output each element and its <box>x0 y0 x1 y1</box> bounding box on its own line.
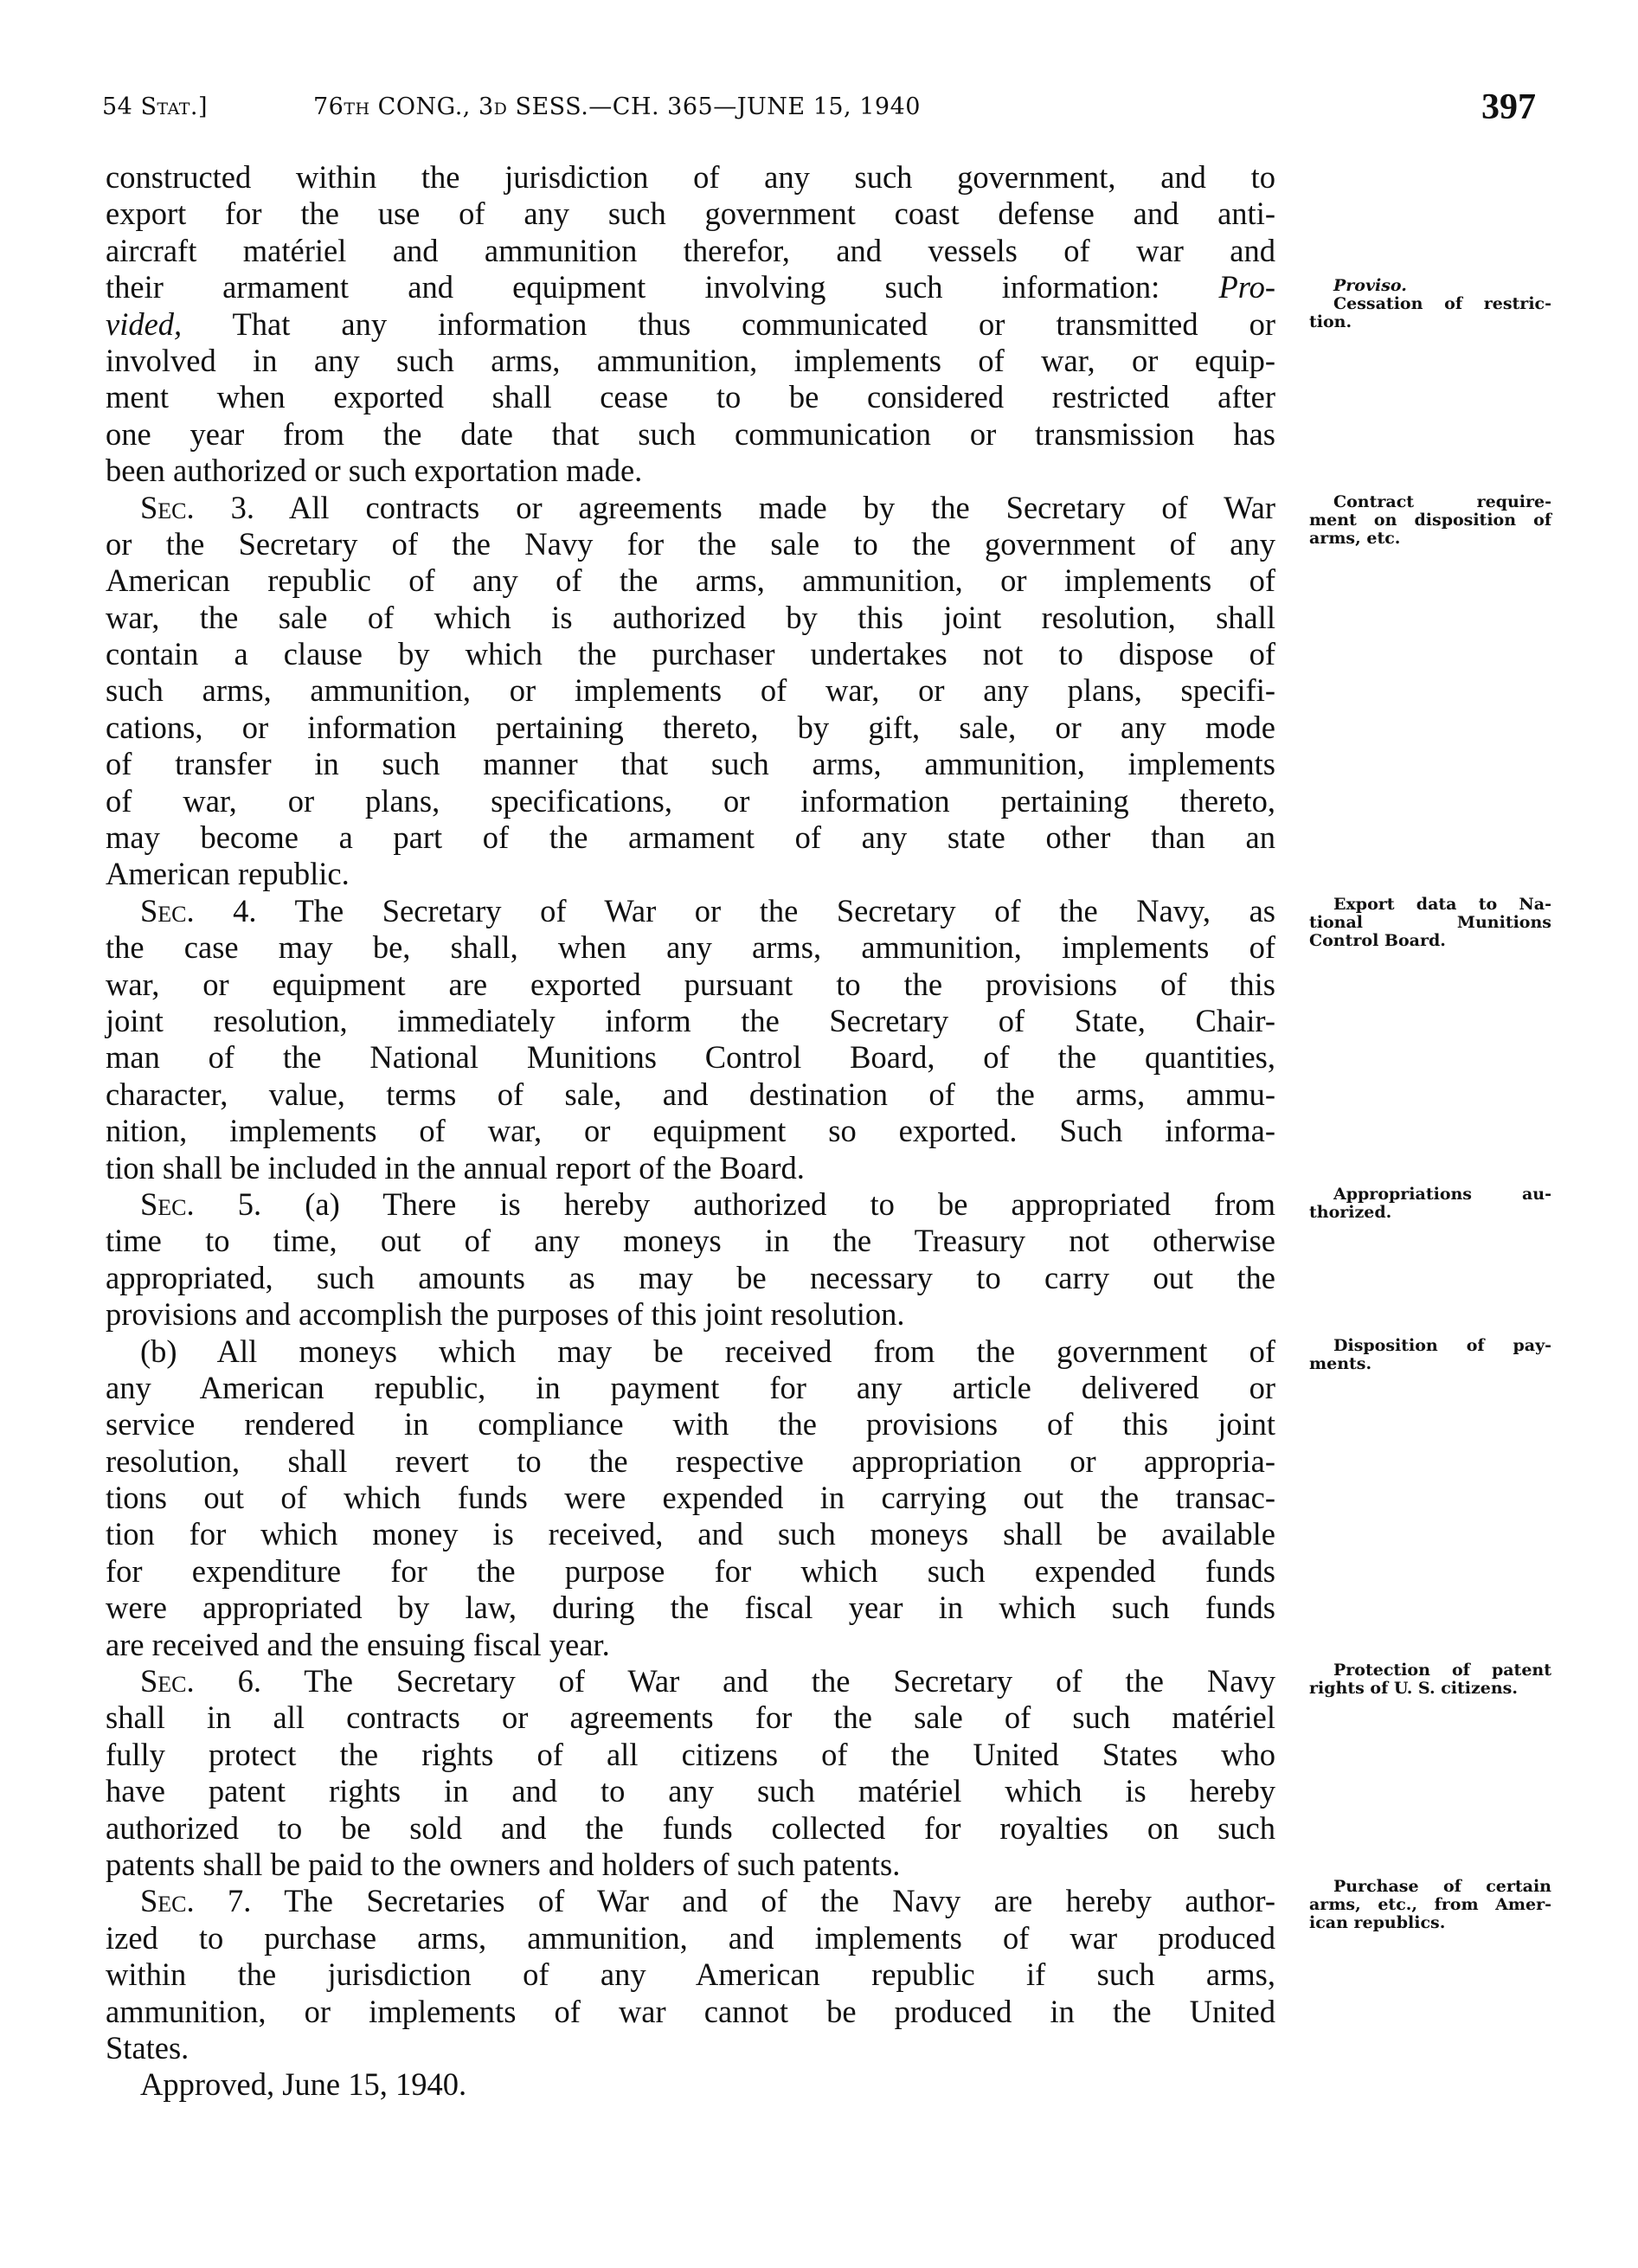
text-line: ammunition, or implements of war cannot be produced in the United <box>106 1993 1275 2029</box>
text-line: authorized to be sold and the funds collected for royalties on such <box>106 1809 1275 1846</box>
text-line <box>106 306 1275 343</box>
text-line: tion for which money is received, and such moneys shall be available <box>106 1516 1275 1552</box>
text-line: been authorized or such exportation made. <box>106 453 643 489</box>
section-label: Sec. 6. <box>140 1663 261 1699</box>
text-line: within the jurisdiction of any American republic if such arms, <box>106 1956 1275 1993</box>
section-5a <box>106 1186 1275 1333</box>
note-line: tion. <box>1309 312 1352 331</box>
note-line: ment on disposition of <box>1309 511 1551 530</box>
text-line: patents shall be paid to the owners and holders of such patents. <box>106 1846 901 1882</box>
section-4 <box>106 893 1275 1186</box>
text-line: fully protect the rights of all citizens of the United States who <box>106 1736 1275 1772</box>
text-line: tions out of which funds were expended in carrying out the transac- <box>106 1480 1275 1516</box>
margin-note-disposition <box>1309 1337 1551 1373</box>
note-line: Appropriations au- <box>1333 1185 1551 1204</box>
note-line: thorized. <box>1309 1203 1392 1222</box>
text-line: service rendered in compliance with the provisions of this joint <box>106 1406 1275 1442</box>
approval-date: Approved, June 15, 1940. <box>140 2066 467 2103</box>
text-line: contain a clause by which the purchaser undertakes not to dispose of <box>106 636 1275 672</box>
text-line: the case may be, shall, when any arms, ammunition, implements of <box>106 929 1275 966</box>
text-line: resolution, shall revert to the respective appropriation or appropria- <box>106 1442 1275 1479</box>
margin-note-purchase <box>1309 1878 1551 1932</box>
text-line: such arms, ammunition, or implements of war, or any plans, specifi- <box>106 672 1275 709</box>
text-line: provisions and accomplish the purposes of this joint resolution. <box>106 1296 905 1333</box>
text-line: American republic of any of the arms, ammunition, or implements of <box>106 562 1275 599</box>
text-line: time to time, out of any moneys in the Treasury not otherwise <box>106 1223 1275 1259</box>
note-line: Proviso. <box>1333 276 1407 295</box>
text-line: war, or equipment are exported pursuant to the provisions of this <box>106 966 1275 1002</box>
margin-note-export <box>1309 896 1551 950</box>
volume-reference: 54 Stat.] <box>102 93 209 120</box>
text-line: of transfer in such manner that such arms, ammunition, implements <box>106 746 1275 782</box>
text-line: may become a part of the armament of any state other than an <box>106 819 1275 856</box>
text-line: any American republic, in payment for any article delivered or <box>106 1369 1275 1405</box>
note-line: tional Munitions <box>1309 913 1551 932</box>
note-line: Control Board. <box>1309 931 1446 950</box>
text-line: nition, implements of war, or equipment so exported. Such informa- <box>106 1113 1275 1149</box>
note-line: ican republics. <box>1309 1913 1446 1932</box>
section-label: Sec. 5. <box>140 1185 262 1222</box>
text-line: shall in all contracts or agreements for the sale of such matériel <box>106 1699 1275 1736</box>
running-head <box>0 87 1638 130</box>
page-number: 397 <box>1481 87 1536 127</box>
section-label: Sec. 4. <box>140 892 257 928</box>
text-line <box>106 490 1275 526</box>
text-fragment: The Secretaries of War and of the Navy are hereby author- <box>284 1883 1275 1919</box>
note-line: Purchase of certain <box>1333 1877 1551 1896</box>
text-line: of war, or plans, specifications, or information pertaining thereto, <box>106 782 1275 819</box>
note-line: Disposition of pay- <box>1333 1336 1551 1355</box>
text-line: American republic. <box>106 856 350 892</box>
text-line: for expenditure for the purpose for which such expended funds <box>106 1552 1275 1589</box>
section-5b <box>106 1333 1275 1664</box>
text-line: ized to purchase arms, ammunition, and implements of war produced <box>106 1919 1275 1956</box>
proviso-italic: Pro- <box>1218 269 1276 305</box>
text-line: (b) All moneys which may be received from the government of <box>140 1333 1275 1369</box>
text-line: States. <box>106 2029 189 2066</box>
section-6 <box>106 1663 1275 1883</box>
text-line: are received and the ensuing fiscal year. <box>106 1626 610 1662</box>
text-line: man of the National Munitions Control Board, of the quantities, <box>106 1039 1275 1076</box>
text-line <box>106 1186 1275 1223</box>
text-line: have patent rights in and to any such matériel which is hereby <box>106 1773 1275 1809</box>
note-line: arms, etc. <box>1309 529 1401 548</box>
text-fragment: (a) There is hereby authorized to be appropriated from <box>305 1185 1275 1222</box>
text-line: involved in any such arms, ammunition, implements of war, or equip- <box>106 342 1275 378</box>
text-fragment: The Secretary of War or the Secretary of the Navy, as <box>294 892 1275 928</box>
text-line: were appropriated by law, during the fiscal year in which such funds <box>106 1590 1275 1626</box>
margin-note-appropriations <box>1309 1185 1551 1222</box>
section-label: Sec. 7. <box>140 1883 252 1919</box>
text-line: joint resolution, immediately inform the Secretary of State, Chair- <box>106 1002 1275 1038</box>
section-label: Sec. 3. <box>140 489 254 525</box>
body-text <box>106 159 1275 2104</box>
text-line <box>106 1663 1275 1699</box>
text-line: character, value, terms of sale, and destination of the arms, ammu- <box>106 1076 1275 1112</box>
margin-note-patent <box>1309 1661 1551 1698</box>
note-line: rights of U. S. citizens. <box>1309 1679 1518 1698</box>
text-line <box>106 1883 1275 1919</box>
text-fragment: That any information thus communicated or transmitted or <box>232 305 1275 342</box>
note-line: ments. <box>1309 1354 1372 1373</box>
text-line <box>106 269 1275 305</box>
text-fragment: The Secretary of War and the Secretary of the Navy <box>304 1663 1275 1699</box>
text-line: aircraft matériel and ammunition therefor, and vessels of war and <box>106 232 1275 268</box>
text-line: appropriated, such amounts as may be necessary to carry out the <box>106 1259 1275 1295</box>
paragraph-continuation <box>106 159 1275 490</box>
text-line: or the Secretary of the Navy for the sale to the government of any <box>106 525 1275 562</box>
note-line: Contract require- <box>1333 492 1551 511</box>
text-line: constructed within the jurisdiction of any such government, and to <box>106 159 1275 195</box>
note-line: Export data to Na- <box>1333 895 1551 914</box>
text-line: export for the use of any such government coast defense and anti- <box>106 196 1275 232</box>
text-line: tion shall be included in the annual report of the Board. <box>106 1149 805 1185</box>
section-3 <box>106 490 1275 893</box>
session-chapter-title: 76th CONG., 3d SESS.—CH. 365—JUNE 15, 1940 <box>313 93 921 120</box>
text-line: war, the sale of which is authorized by this joint resolution, shall <box>106 599 1275 635</box>
text-line: cations, or information pertaining thereto, by gift, sale, or any mode <box>106 709 1275 745</box>
note-line: arms, etc., from Amer- <box>1309 1895 1551 1914</box>
text-line <box>106 893 1275 929</box>
text-fragment: their armament and equipment involving such information: <box>106 269 1160 305</box>
text-fragment: All contracts or agreements made by the Secretary of War <box>288 489 1275 525</box>
proviso-italic: vided, <box>106 305 183 342</box>
section-7 <box>106 1883 1275 2066</box>
note-line: Protection of patent <box>1333 1661 1551 1680</box>
note-line: Cessation of restric- <box>1333 294 1551 313</box>
margin-note-proviso <box>1309 277 1551 331</box>
text-line: one year from the date that such communication or transmission has <box>106 415 1275 452</box>
margin-note-contract <box>1309 493 1551 548</box>
text-line: ment when exported shall cease to be considered restricted after <box>106 379 1275 415</box>
